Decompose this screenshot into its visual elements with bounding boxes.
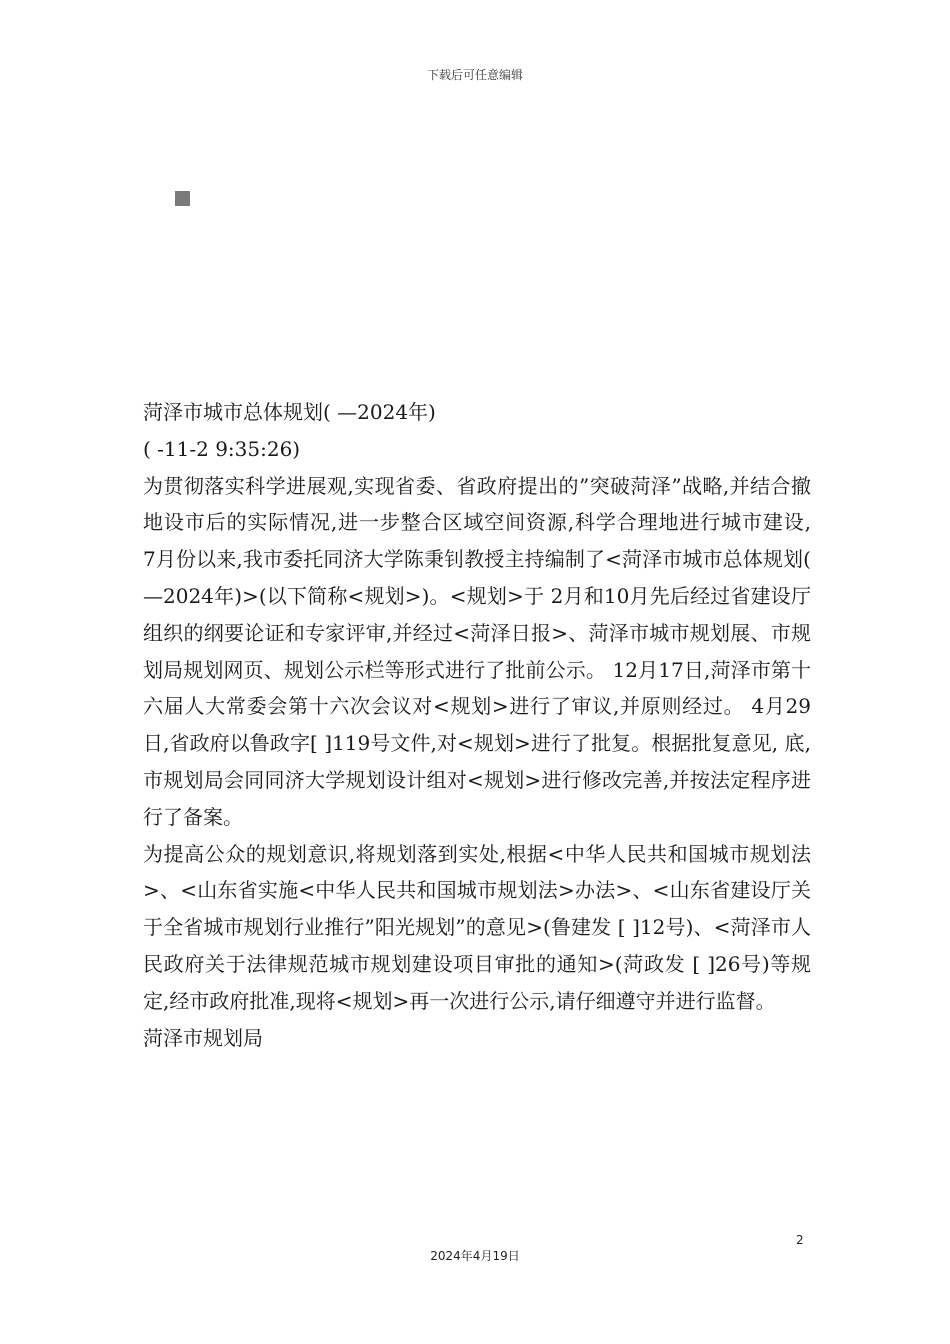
paragraph-announcement: 为贯彻落实科学进展观,实现省委、省政府提出的”突破菏泽”战略,并结合撤地设市后的实际情况,进一步整合区域空间资源,科学合理地进行城市建设, 7月份以来,我市委托同济大学陈秉钊教授主持编制了<菏泽市城市总体规划( —2024年)>(以下简称<规划>)。<规划>于 2月和10月先后经过省建设厅组织的纲要论证和专家评审,并经过<菏泽日报>、菏泽市城市规划展、市规划局规划网页、规划公示栏等形式进行了批前公示。 12月17日,菏泽市第十六届人大常委会第十六次会议对<规划>进行了审议,并原则经过。 4月29日,省政府以鲁政字[ ]119号文件,对<规划>进行了批复。根据批复意见, 底,市规划局会同同济大学规划设计组对<规划>进行修改完善,并按法定程序进行了备案。 [143, 473, 831, 829]
paragraph-public-notice: 为提高公众的规划意识,将规划落到实处,根据<中华人民共和国城市规划法>、<山东省实施<中华人民共和国城市规划法>办法>、<山东省建设厅关于全省城市规划行业推行”阳光规划”的意见>(鲁建发 [ ]12号)、<菏泽市人民政府关于法律规范城市规划建设项目审批的通知>(菏政发 [ ]26号)等规定,经市政府批准,现将<规划>再一次进行公示,请仔细遵守并进行监督。 [143, 841, 811, 1013]
document-signature: 菏泽市规划局 [143, 1025, 263, 1050]
document-title: 菏泽市城市总体规划( —2024年) [143, 400, 436, 424]
page-footer-date: 2024年4月19日 [430, 1249, 520, 1263]
square-bullet-icon [175, 191, 190, 206]
document-timestamp: ( -11-2 9:35:26) [143, 436, 301, 461]
page-number: 2 [796, 1233, 804, 1247]
page-header-note: 下载后可任意编辑 [426, 68, 523, 82]
document-body [143, 394, 831, 1056]
